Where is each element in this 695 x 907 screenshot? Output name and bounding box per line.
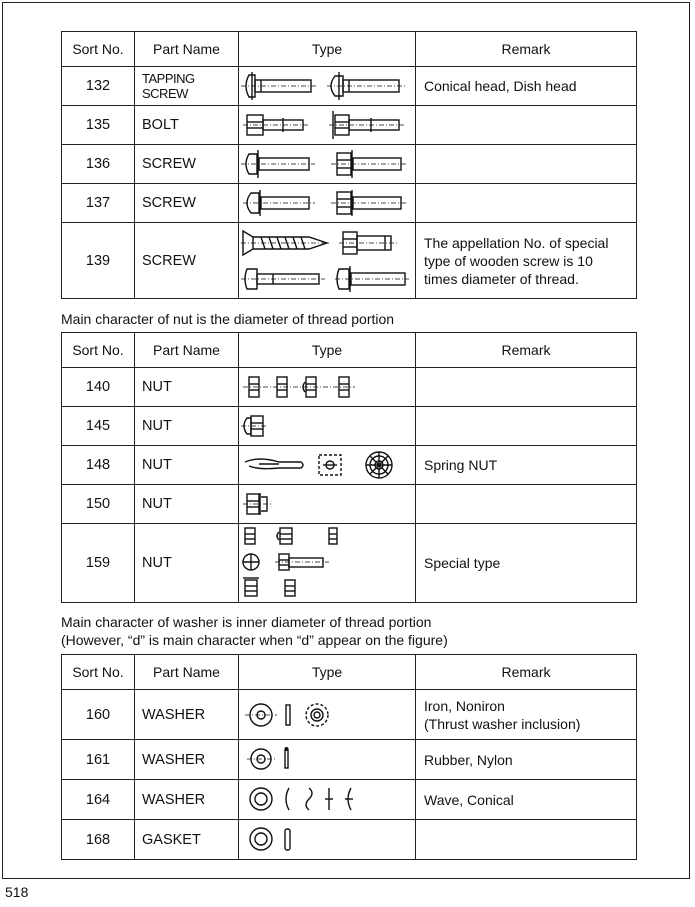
header-sort: Sort No. xyxy=(62,655,135,690)
remark-line: The appellation No. of special xyxy=(424,234,609,251)
header-remark: Remark xyxy=(416,333,637,368)
washer-screw-side-icon xyxy=(241,150,315,178)
part-name: WASHER xyxy=(135,780,239,820)
part-name: WASHER xyxy=(135,690,239,740)
sort-no: 168 xyxy=(62,820,135,860)
remark xyxy=(416,184,637,223)
part-name: TAPPING SCREW xyxy=(135,67,239,106)
cap-screw-icon xyxy=(241,269,325,289)
remark: Conical head, Dish head xyxy=(416,67,637,106)
rubber-washer-icon xyxy=(239,740,415,779)
remark: Spring NUT xyxy=(416,446,637,485)
part-name: NUT xyxy=(135,446,239,485)
nut-table xyxy=(61,332,637,603)
header-part-name: Part Name xyxy=(135,333,239,368)
type-cell xyxy=(239,780,416,820)
remark: Rubber, Nylon xyxy=(416,740,637,780)
hex-washer-screw-side-icon xyxy=(331,150,407,178)
washer-table xyxy=(61,654,637,860)
toothed-washer-icon xyxy=(306,704,328,726)
remark-line: (Thrust washer inclusion) xyxy=(424,715,581,732)
cap-nut-icon xyxy=(239,407,415,445)
remark-line: times diameter of thread. xyxy=(424,270,579,287)
type-cell xyxy=(239,485,416,524)
type-cell xyxy=(239,446,416,485)
table-row xyxy=(62,446,637,485)
remark xyxy=(416,106,637,145)
page-number: 518 xyxy=(5,884,29,900)
table-header xyxy=(62,333,637,368)
wood-screw-icon xyxy=(241,231,331,255)
part-name: WASHER xyxy=(135,740,239,780)
table-row xyxy=(62,820,637,860)
washer-note-line: (However, “d” is main character when “d” appear on the figure) xyxy=(61,632,448,648)
type-cell xyxy=(239,740,416,780)
washer-note-line: Main character of washer is inner diameter of thread portion xyxy=(61,614,432,630)
table-header xyxy=(62,655,637,690)
remark xyxy=(416,407,637,446)
type-cell xyxy=(239,67,416,106)
sort-no: 159 xyxy=(62,524,135,603)
sort-no: 136 xyxy=(62,145,135,184)
table-row xyxy=(62,184,637,223)
type-cell xyxy=(239,368,416,407)
part-name: NUT xyxy=(135,407,239,446)
wave-washer-icon xyxy=(239,780,415,819)
header-part-name: Part Name xyxy=(135,655,239,690)
remark xyxy=(416,223,637,299)
remark-line: type of wooden screw is 10 xyxy=(424,252,593,269)
table-row xyxy=(62,524,637,603)
table-row xyxy=(62,368,637,407)
sort-no: 164 xyxy=(62,780,135,820)
part-name: SCREW xyxy=(135,223,239,299)
remark xyxy=(416,690,637,740)
flange-screw-icon xyxy=(335,266,409,292)
hex-bolt-short-icon xyxy=(339,232,399,254)
table-row xyxy=(62,67,637,106)
type-cell xyxy=(239,690,416,740)
remark-line: Iron, Noniron xyxy=(424,697,505,714)
table-header xyxy=(62,32,637,67)
special-nut-set-icon xyxy=(239,524,415,602)
sort-no: 148 xyxy=(62,446,135,485)
table-row xyxy=(62,145,637,184)
sort-no: 135 xyxy=(62,106,135,145)
plain-washer-icon xyxy=(245,704,290,726)
spring-nut-front-icon xyxy=(366,452,392,478)
hex-washer-screw-2-side-icon xyxy=(331,190,407,216)
type-cell xyxy=(239,407,416,446)
part-name: SCREW xyxy=(135,184,239,223)
remark xyxy=(416,368,637,407)
hex-nut-set-icon xyxy=(239,368,415,406)
header-part-name: Part Name xyxy=(135,32,239,67)
type-cell xyxy=(239,184,416,223)
screw-table xyxy=(61,31,637,299)
header-remark: Remark xyxy=(416,32,637,67)
part-name: GASKET xyxy=(135,820,239,860)
spring-clip-icon xyxy=(245,459,303,469)
table-row xyxy=(62,740,637,780)
table-row xyxy=(62,485,637,524)
remark: Special type xyxy=(416,524,637,603)
header-type: Type xyxy=(239,32,416,67)
type-cell xyxy=(239,106,416,145)
hex-flange-bolt-side-icon xyxy=(329,111,405,139)
header-sort: Sort No. xyxy=(62,333,135,368)
type-cell xyxy=(239,820,416,860)
part-name: NUT xyxy=(135,524,239,603)
pan-screw-side-icon xyxy=(241,72,317,100)
washer-note xyxy=(61,613,448,649)
part-name: SCREW xyxy=(135,145,239,184)
part-name: NUT xyxy=(135,485,239,524)
part-name: BOLT xyxy=(135,106,239,145)
table-row xyxy=(62,690,637,740)
sort-no: 161 xyxy=(62,740,135,780)
remark xyxy=(416,820,637,860)
table-row xyxy=(62,780,637,820)
round-washer-screw-side-icon xyxy=(243,190,315,216)
hex-bolt-side-icon xyxy=(243,115,309,135)
table-row xyxy=(62,106,637,145)
part-name: NUT xyxy=(135,368,239,407)
gasket-icon xyxy=(239,820,415,859)
table-row xyxy=(62,407,637,446)
header-remark: Remark xyxy=(416,655,637,690)
truss-screw-side-icon xyxy=(327,72,405,100)
spring-nut-icon xyxy=(319,455,341,475)
remark: Wave, Conical xyxy=(416,780,637,820)
sort-no: 139 xyxy=(62,223,135,299)
remark xyxy=(416,485,637,524)
flange-nut-icon xyxy=(239,485,415,523)
sort-no: 137 xyxy=(62,184,135,223)
remark xyxy=(416,145,637,184)
header-type: Type xyxy=(239,333,416,368)
sort-no: 160 xyxy=(62,690,135,740)
type-cell xyxy=(239,145,416,184)
nut-note: Main character of nut is the diameter of thread portion xyxy=(61,311,395,327)
header-sort: Sort No. xyxy=(62,32,135,67)
table-row xyxy=(62,223,637,299)
sort-no: 145 xyxy=(62,407,135,446)
sort-no: 140 xyxy=(62,368,135,407)
header-type: Type xyxy=(239,655,416,690)
sort-no: 150 xyxy=(62,485,135,524)
type-cell xyxy=(239,524,416,603)
type-cell xyxy=(239,223,416,299)
sort-no: 132 xyxy=(62,67,135,106)
